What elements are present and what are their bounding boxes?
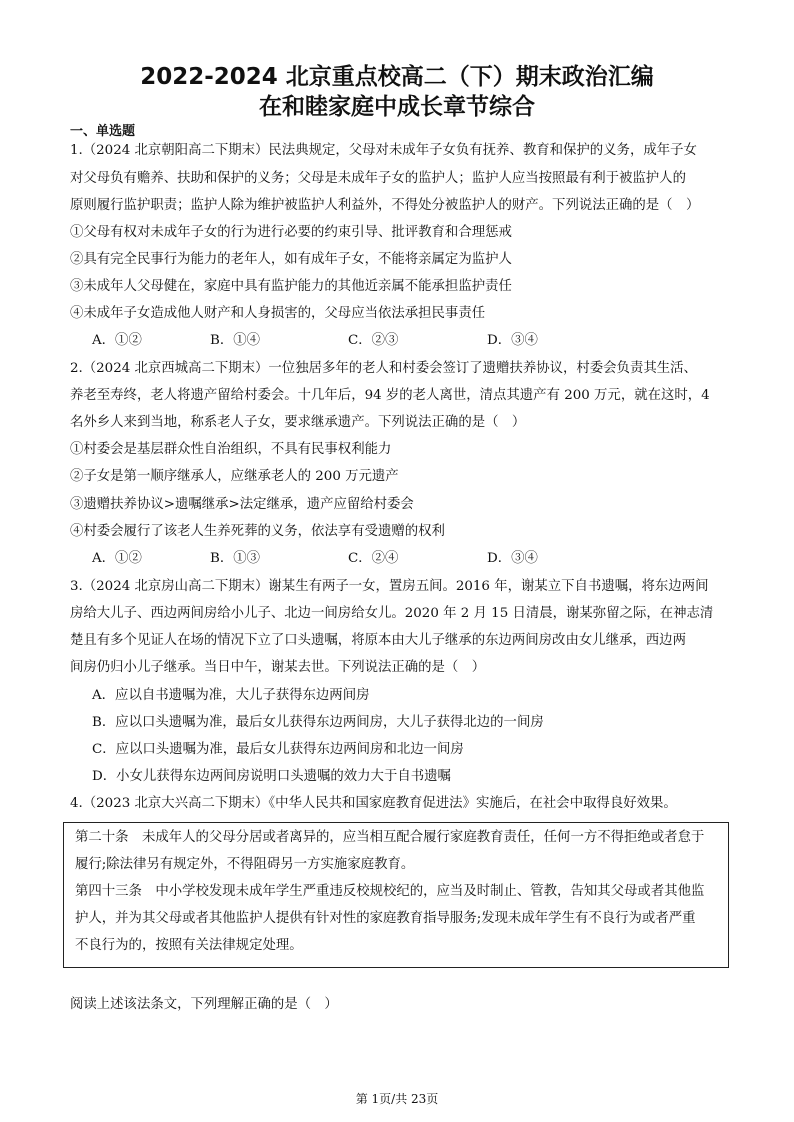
- question-2-statement: ④村委会履行了该老人生养死葬的义务，依法享有受遗赠的权利: [70, 524, 445, 539]
- question-1-statement: ②具有完全民事行为能力的老年人，如有成年子女，不能将亲属定为监护人: [70, 252, 512, 267]
- question-3-stem-line: 间房仍归小儿子继承。当日中午，谢某去世。下列说法正确的是（ ）: [70, 660, 486, 675]
- question-3-option-b: B．应以口头遗嘱为准，最后女儿获得东边两间房，大儿子获得北边的一间房: [92, 715, 544, 730]
- question-2-option-c: C．②④: [348, 551, 399, 566]
- question-2-option-d: D．③④: [487, 551, 538, 566]
- question-1-statement: ④未成年子女造成他人财产和人身损害的，父母应当依法承担民事责任: [70, 306, 486, 321]
- document-title-line-1: 2022-2024 北京重点校高二（下）期末政治汇编: [140, 64, 654, 90]
- question-2-stem-line: 名外乡人来到当地，称系老人子女，要求继承遗产。下列说法正确的是（ ）: [70, 415, 526, 430]
- law-excerpt-line: 第四十三条 中小学校发现未成年学生严重违反校规校纪的，应当及时制止、管教，告知其父母或者其他监: [75, 884, 705, 899]
- question-2-stem-line: 养老至寿终，老人将遗产留给村委会。十几年后，94 岁的老人离世，清点其遗产有 200 万元，就在这时，4: [70, 388, 710, 403]
- law-excerpt-line: 履行;除法律另有规定外，不得阻碍另一方实施家庭教育。: [75, 857, 415, 872]
- question-1-statement: ③未成年人父母健在，家庭中具有监护能力的其他近亲属不能承担监护责任: [70, 279, 512, 294]
- question-2-statement: ②子女是第一顺序继承人，应继承老人的 200 万元遗产: [70, 469, 399, 484]
- question-3-stem-line: 3.（2024 北京房山高二下期末）谢某生有两子一女，置房五间。2016 年，谢某立下自书遗嘱，将东边两间: [70, 579, 709, 594]
- question-1-stem-line: 对父母负有赡养、扶助和保护的义务；父母是未成年子女的监护人；监护人应当按照最有利于被监护人的: [70, 171, 686, 186]
- question-2-statement: ①村委会是基层群众性自治组织，不具有民事权利能力: [70, 442, 392, 457]
- question-1-option-d: D．③④: [487, 333, 538, 348]
- law-excerpt-box: [63, 822, 729, 968]
- question-2-statement: ③遗赠扶养协议>遗嘱继承>法定继承，遗产应留给村委会: [70, 497, 414, 512]
- question-2-option-b: B．①③: [210, 551, 261, 566]
- question-2-stem-line: 2.（2024 北京西城高二下期末）一位独居多年的老人和村委会签订了遗赠扶养协议，村委会负责其生活、: [70, 361, 697, 376]
- question-4-prompt: 阅读上述该法条文，下列理解正确的是（ ）: [70, 997, 338, 1012]
- question-1-option-b: B．①④: [210, 333, 261, 348]
- section-heading: 一、单选题: [70, 124, 136, 139]
- question-1-stem-line: 1.（2024 北京朝阳高二下期末）民法典规定，父母对未成年子女负有抚养、教育和保护的义务，成年子女: [70, 143, 697, 158]
- question-4-stem: 4.（2023 北京大兴高二下期末）《中华人民共和国家庭教育促进法》实施后，在社会中取得良好效果。: [70, 796, 677, 811]
- law-excerpt-line: 第二十条 未成年人的父母分居或者离异的，应当相互配合履行家庭教育责任，任何一方不得拒绝或者怠于: [75, 830, 705, 845]
- question-3-stem-line: 房给大儿子、西边两间房给小儿子、北边一间房给女儿。2020 年 2 月 15 日清晨，谢某弥留之际，在神志清: [70, 606, 714, 621]
- question-3-option-a: A．应以自书遗嘱为准，大儿子获得东边两间房: [92, 688, 370, 703]
- law-excerpt-line: 不良行为的，按照有关法律规定处理。: [75, 938, 303, 953]
- question-1-option-c: C．②③: [348, 333, 399, 348]
- question-1-option-a: A．①②: [92, 333, 142, 348]
- question-1-statement: ①父母有权对未成年子女的行为进行必要的约束引导、批评教育和合理惩戒: [70, 225, 512, 240]
- question-3-option-d: D．小女儿获得东边两间房说明口头遗嘱的效力大于自书遗嘱: [92, 769, 451, 784]
- law-excerpt-line: 护人，并为其父母或者其他监护人提供有针对性的家庭教育指导服务;发现未成年学生有不良行为或者严重: [75, 911, 696, 926]
- document-title-line-2: 在和睦家庭中成长章节综合: [259, 94, 535, 120]
- question-3-stem-line: 楚且有多个见证人在场的情况下立了口头遗嘱，将原本由大儿子继承的东边两间房改由女儿继承，西边两: [70, 633, 686, 648]
- question-3-option-c: C．应以口头遗嘱为准，最后女儿获得东边两间房和北边一间房: [92, 742, 464, 757]
- page-number-footer: 第 1页/共 23页: [355, 1092, 439, 1106]
- question-1-stem-line: 原则履行监护职责；监护人除为维护被监护人利益外，不得处分被监护人的财产。下列说法正确的是（ ）: [70, 198, 700, 213]
- question-2-option-a: A．①②: [92, 551, 142, 566]
